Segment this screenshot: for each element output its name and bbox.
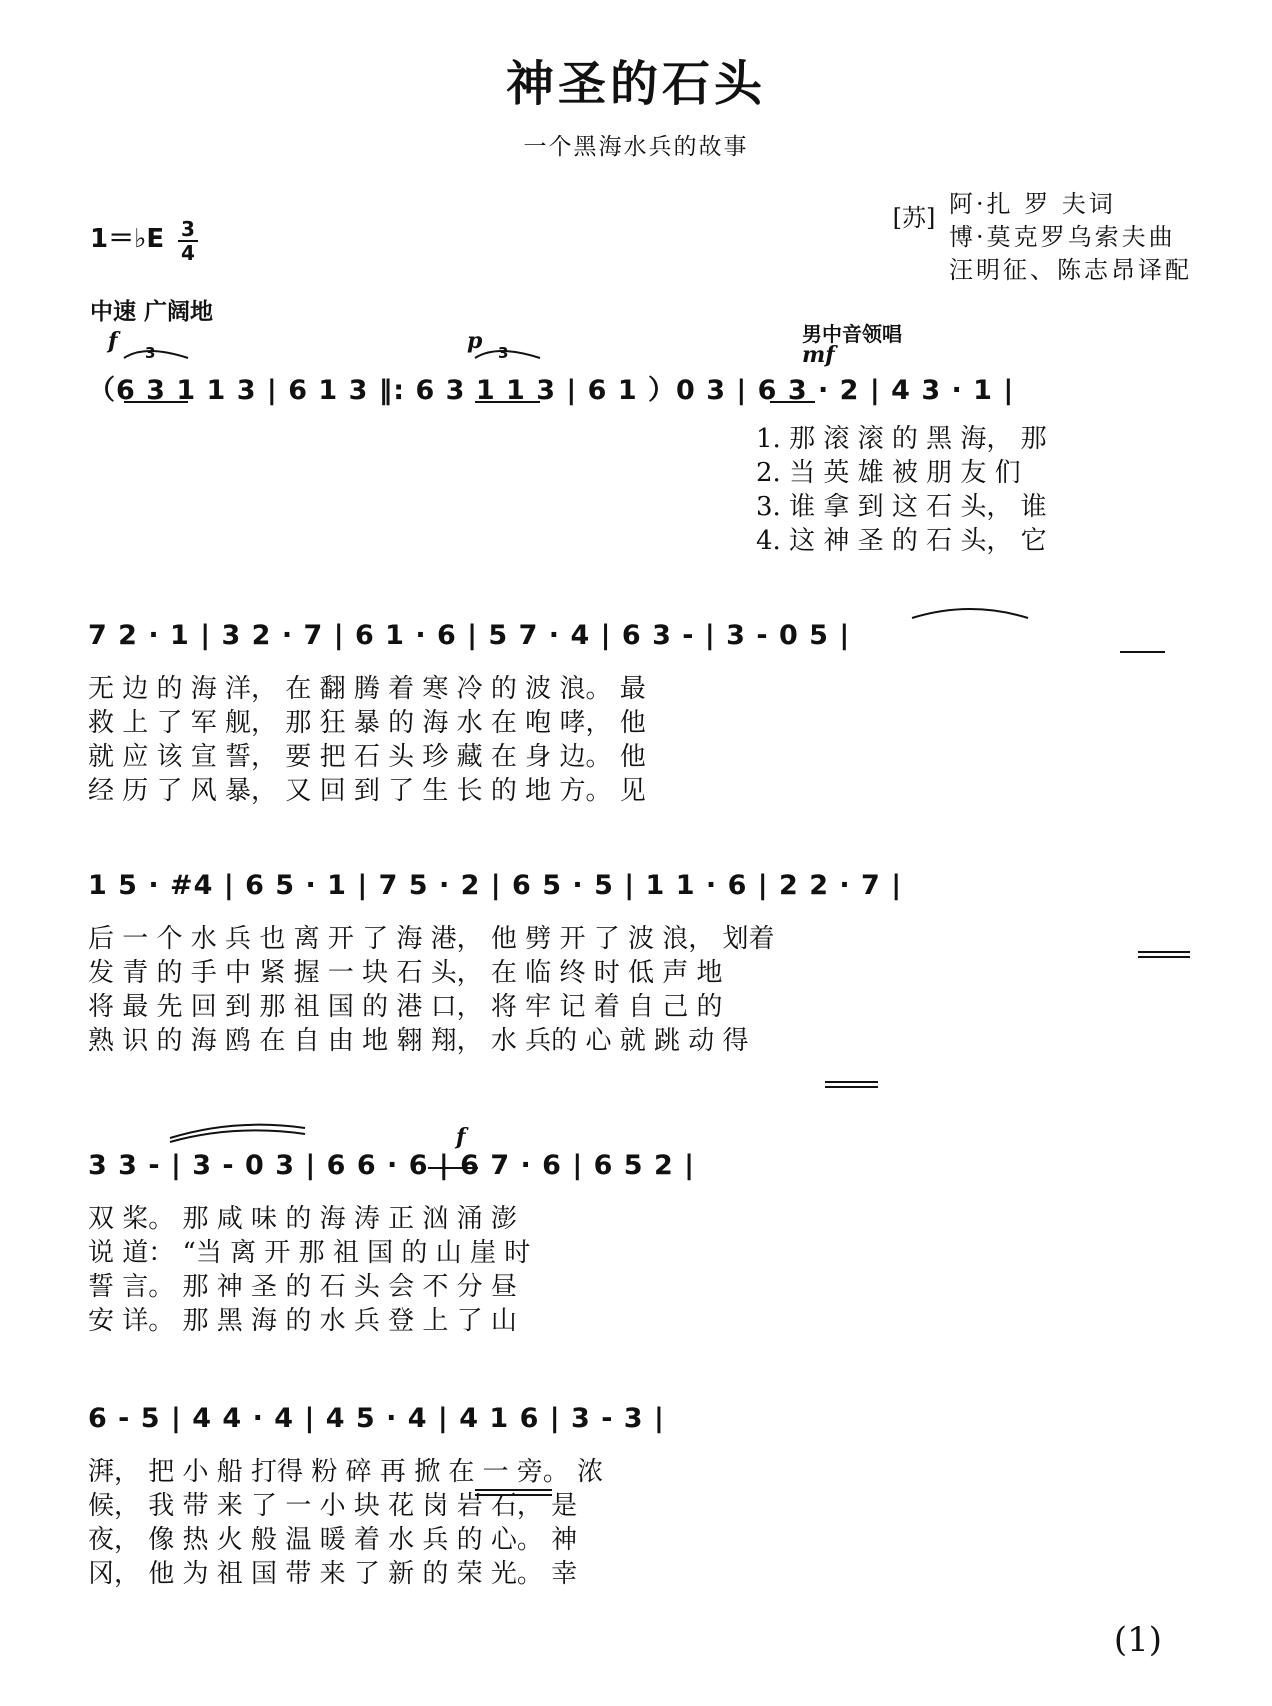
lyric-line: 安 详。 那 黑 海 的 水 兵 登 上 了 山 [88, 1306, 517, 1336]
lyric-line: 将 最 先 回 到 那 祖 国 的 港 口， 将 牢 记 着 自 己 的 [88, 992, 723, 1022]
key-signature: 1＝♭E [90, 224, 165, 254]
lyrics-block-2 [88, 672, 646, 808]
lyric-line: 1. 那 滚 滚 的 黑 海， 那 [756, 424, 1047, 454]
lyric-line: 经 历 了 风 暴， 又 回 到 了 生 长 的 地 方。 见 [88, 776, 646, 806]
notation-line-5: 6 - 5 | 4 4 · 4 | 4 5 · 4 | 4 1 6 | 3 - 3 | [88, 1403, 665, 1434]
dynamic-piano: p [467, 328, 483, 354]
lyric-line: 无 边 的 海 洋， 在 翻 腾 着 寒 冷 的 波 浪。 最 [88, 674, 646, 704]
lyric-line: 2. 当 英 雄 被 朋 友 们 [756, 458, 1021, 488]
lyric-line: 双 桨。 那 咸 味 的 海 涛 正 汹 涌 澎 [88, 1204, 517, 1234]
lyric-line: 4. 这 神 圣 的 石 头， 它 [756, 526, 1047, 556]
triplet-mark-1: 3 [145, 344, 156, 362]
lyrics-block-5 [88, 1455, 603, 1591]
notation-line-1: （6 3 1 1 3 | 6 1 3 ‖: 6 3 1 1 3 | 6 1 ）0 3 | 6 3 · 2 | 4 3 · 1 | [88, 375, 1015, 406]
notation-line-4: 3 3 - | 3 - 0 3 | 6 6 · 6 | 6 7 · 6 | 6 5 2 | [88, 1150, 696, 1181]
triplet-bracket-1 [124, 351, 188, 358]
tie-arc-1 [912, 609, 1028, 618]
song-title: 神圣的石头 [505, 56, 766, 112]
triplet-bracket-2 [475, 351, 540, 358]
lyric-line: 候， 我 带 来 了 一 小 块 花 岗 岩 石， 是 [88, 1491, 578, 1521]
time-signature-top: 3 [181, 217, 195, 241]
credits-composer: 博·莫克罗乌索夫曲 [949, 223, 1176, 251]
lyric-line: 熟 识 的 海 鸥 在 自 由 地 翱 翔， 水 兵的 心 就 跳 动 得 [88, 1026, 749, 1056]
soloist-annotation: 男中音领唱 [802, 322, 902, 346]
dynamic-mezzoforte: mf [802, 342, 835, 368]
lyric-line: 湃， 把 小 船 打得 粉 碎 再 掀 在 一 旁。 浓 [88, 1457, 604, 1487]
time-signature-bottom: 4 [178, 240, 198, 264]
lyric-line: 就 应 该 宣 誓， 要 把 石 头 珍 藏 在 身 边。 他 [88, 742, 646, 772]
lyric-line: 夜， 像 热 火 般 温 暖 着 水 兵 的 心。 神 [88, 1525, 578, 1555]
lyrics-block-1 [756, 422, 1047, 558]
credits-translators: 汪明征、陈志昂译配 [949, 256, 1192, 284]
lyric-line: 救 上 了 军 舰， 那 狂 暴 的 海 水 在 咆 哮， 他 [88, 708, 646, 738]
dynamic-forte-2: f [456, 1124, 466, 1150]
dynamic-forte: f [108, 328, 118, 354]
triplet-mark-2: 3 [498, 344, 509, 362]
lyric-line: 誓 言。 那 神 圣 的 石 头 会 不 分 昼 [88, 1272, 517, 1302]
lyric-line: 冈， 他 为 祖 国 带 来 了 新 的 荣 光。 幸 [88, 1559, 578, 1589]
lyric-line: 后 一 个 水 兵 也 离 开 了 海 港， 他 劈 开 了 波 浪， 划着 [88, 924, 775, 954]
lyrics-block-4 [88, 1202, 530, 1338]
lyric-line: 说 道： “当 离 开 那 祖 国 的 山 崖 时 [88, 1238, 531, 1268]
lyric-line: 发 青 的 手 中 紧 握 一 块 石 头， 在 临 终 时 低 声 地 [88, 958, 723, 988]
notation-line-3: 1 5 · #4 | 6 5 · 1 | 7 5 · 2 | 6 5 · 5 | 1 1 · 6 | 2 2 · 7 | [88, 870, 903, 901]
page-number: (1) [1113, 1620, 1162, 1660]
credits-country: [苏] [892, 204, 936, 232]
tempo-marking: 中速 广阔地 [90, 299, 214, 325]
credits-lyricist: 阿·扎 罗 夫词 [949, 190, 1116, 218]
lyrics-block-3 [88, 922, 775, 1058]
song-subtitle: 一个黑海水兵的故事 [523, 134, 749, 160]
lyric-line: 3. 谁 拿 到 这 石 头， 谁 [756, 492, 1047, 522]
notation-line-2: 7 2 · 1 | 3 2 · 7 | 6 1 · 6 | 5 7 · 4 | 6 3 - | 3 - 0 5 | [88, 620, 851, 651]
